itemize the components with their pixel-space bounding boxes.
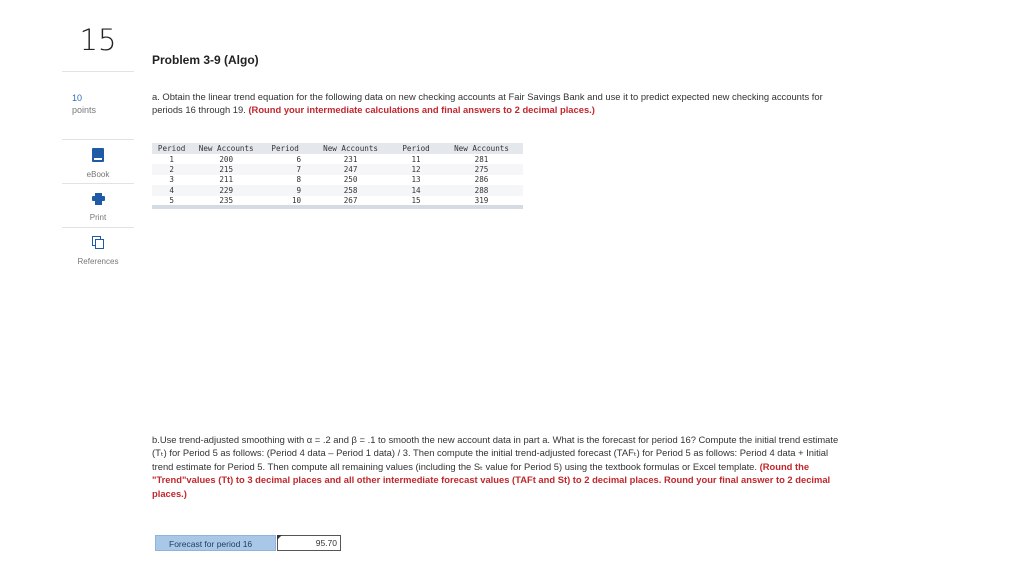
data-table bbox=[152, 143, 523, 209]
points-value: 10 bbox=[72, 93, 83, 103]
header-period-1: Period bbox=[152, 143, 191, 154]
table-row bbox=[152, 185, 523, 195]
ebook-button[interactable] bbox=[62, 140, 134, 184]
table-cell: 6 bbox=[296, 154, 302, 164]
table-cell: 229 bbox=[191, 185, 261, 195]
part-a-instructions bbox=[152, 90, 832, 117]
table-cell: 8 bbox=[296, 175, 302, 185]
ebook-label: eBook bbox=[86, 170, 110, 179]
print-button[interactable] bbox=[62, 184, 134, 228]
table-cell: 211 bbox=[219, 175, 234, 185]
printer-icon bbox=[92, 193, 105, 205]
table-row bbox=[152, 175, 523, 185]
table-row bbox=[152, 154, 523, 164]
points-box bbox=[62, 72, 134, 140]
table-cell: 319 bbox=[474, 195, 489, 205]
table-cell: 14 bbox=[392, 185, 440, 195]
copy-pages-icon bbox=[92, 236, 104, 249]
references-button[interactable] bbox=[62, 228, 134, 272]
table-cell: 1 bbox=[169, 154, 174, 164]
table-cell: 275 bbox=[440, 164, 523, 174]
problem-title: Problem 3-9 (Algo) bbox=[152, 53, 259, 67]
table-cell: 250 bbox=[343, 175, 358, 185]
table-cell: 200 bbox=[219, 154, 234, 164]
table-cell: 247 bbox=[309, 164, 392, 174]
forecast-answer-row bbox=[155, 535, 341, 551]
table-cell: 281 bbox=[474, 154, 489, 164]
book-icon bbox=[92, 148, 104, 162]
part-b-text: b.Use trend-adjusted smoothing with α = .2 and β = .1 to smooth the new account data in part a. What is the forecast for period 16? Compute the initial trend estimate (Tₜ) for Period 5 as follows: (Period 4 data – Period 1 data) / 3. Then compute the initial trend-adjusted forecast (TAFₜ) for Period 5 as follows: Period 4 data + Initial trend estimate for Period 5. Then compute all remaining values (including the Sₜ value for Period 5) using the textbook formulas or Excel template. bbox=[152, 434, 839, 472]
table-cell: 4 bbox=[152, 185, 191, 195]
table-cell: 267 bbox=[343, 195, 358, 205]
header-accounts-1: New Accounts bbox=[191, 143, 261, 154]
table-cell: 2 bbox=[152, 164, 191, 174]
header-accounts-3: New Accounts bbox=[440, 143, 523, 154]
table-row bbox=[152, 164, 523, 174]
table-cell: 10 bbox=[291, 195, 302, 205]
table-cell: 286 bbox=[474, 175, 489, 185]
table-cell: 3 bbox=[169, 175, 174, 185]
table-header-row bbox=[152, 143, 523, 154]
table-cell: 215 bbox=[191, 164, 261, 174]
question-rail bbox=[62, 12, 134, 272]
question-number-box bbox=[62, 12, 134, 72]
forecast-label: Forecast for period 16 bbox=[155, 535, 276, 551]
table-cell: 12 bbox=[392, 164, 440, 174]
references-label: References bbox=[77, 257, 119, 266]
header-accounts-2: New Accounts bbox=[309, 143, 392, 154]
table-cell: 9 bbox=[261, 185, 309, 195]
table-cell: 258 bbox=[309, 185, 392, 195]
table-cell: 13 bbox=[411, 175, 421, 185]
print-label: Print bbox=[89, 213, 107, 222]
table-cell: 5 bbox=[169, 195, 174, 205]
part-b-rounding-note: (Round the "Trend"values (Tt) to 3 decimal places and all other intermediate forecast values (TAFt and St) to 2 decimal places. Round your final answer to 2 decimal places.) bbox=[152, 460, 831, 499]
table-cell: 7 bbox=[261, 164, 309, 174]
question-number: 15 bbox=[79, 23, 117, 57]
part-a-text: a. Obtain the linear trend equation for the following data on new checking accounts at Fair Savings Bank and use it to predict expected new checking accounts for periods 16 through 19. bbox=[152, 91, 823, 116]
table-row bbox=[152, 196, 523, 207]
header-period-2: Period bbox=[261, 143, 309, 154]
table-cell: 15 bbox=[411, 195, 421, 205]
forecast-input[interactable]: 95.70 bbox=[277, 535, 341, 551]
part-b-instructions bbox=[152, 433, 842, 500]
table-cell: 288 bbox=[440, 185, 523, 195]
table-cell: 11 bbox=[411, 154, 421, 164]
part-a-rounding-note: (Round your intermediate calculations and final answers to 2 decimal places.) bbox=[248, 104, 595, 116]
table-cell: 235 bbox=[219, 195, 234, 205]
header-period-3: Period bbox=[392, 143, 440, 154]
points-label: points bbox=[72, 105, 97, 115]
table-cell: 231 bbox=[343, 154, 358, 164]
